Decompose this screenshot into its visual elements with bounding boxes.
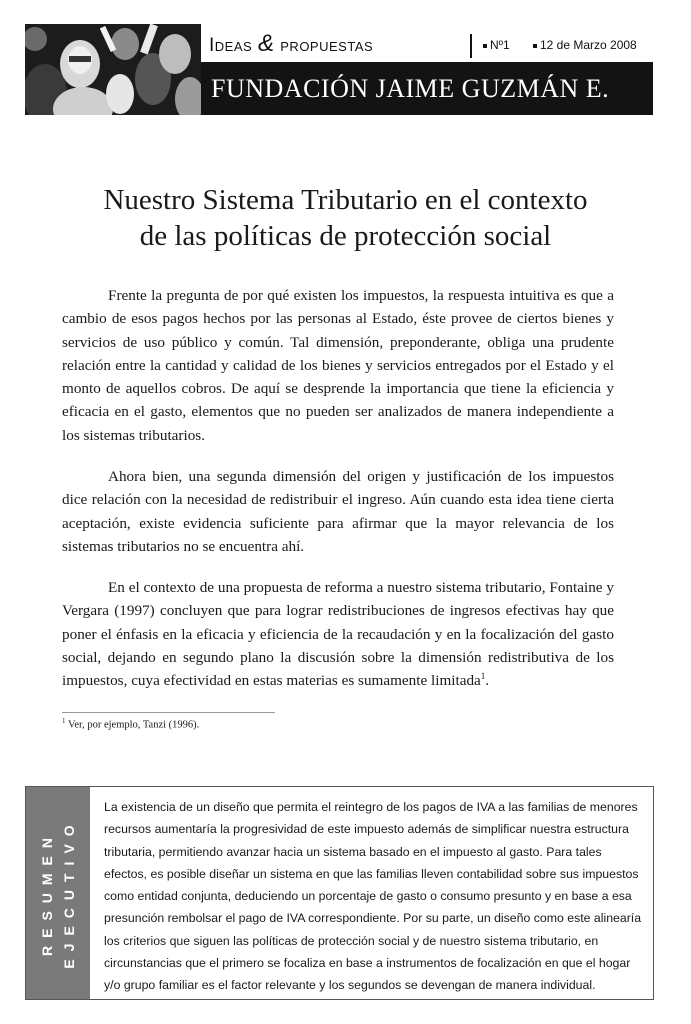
title-line-1: Nuestro Sistema Tributario en el contexto: [103, 184, 588, 216]
series-name-part1: Ideas: [209, 35, 253, 56]
executive-summary-label-panel: [26, 787, 90, 999]
footnote-divider: [62, 712, 275, 713]
header-photo: [25, 24, 201, 115]
organization-bar: [201, 62, 653, 115]
masthead: [25, 24, 653, 115]
issue-number: [483, 38, 510, 52]
body-paragraph-3: En el contexto de una propuesta de reforma a nuestro sistema tributario, Fontaine y Vergara (1997) concluyen que para lograr redistribuciones de ingresos efectivas hay que poner el énfasis en la eficacia y eficiencia de la recaudación y en la focalización del gasto social, dejando en segundo plano la discusión sobre la dimensión redistributiva de los impuestos, cuya efectividad en estas materias es sumamente limitada$^1$.: [62, 579, 614, 690]
crowd-photo-image: [25, 24, 201, 115]
footnote-text: Ver, por ejemplo, Tanzi (1996).: [67, 719, 200, 731]
body-paragraph-2: Ahora bien, una segunda dimensión del origen y justificación de los impuestos dice relación con la necesidad de redistribuir el ingreso. Aún cuando esta idea tiene cierta aceptación, existe evidencia suficiente para afirmar que la mayor relevancia de los sistemas tributarios no se encuentra ahí.: [62, 468, 614, 555]
body-paragraph-3-text: En el contexto de una propuesta de reforma a nuestro sistema tributario, Fontaine y Vergara (1997) concluyen que para lograr redistribuciones de ingresos efectivas hay que poner el énfasis en la eficacia y eficiencia de la recaudación y en la focalización del gasto social, dejando en segundo plano la discusión sobre la dimensión redistributiva de los impuestos, cuya efectividad en estas materias es sumamente limitada: [62, 579, 614, 690]
executive-summary-text: La existencia de un diseño que permita el reintegro de los pagos de IVA a las familias de menores recursos aumentaría la progresividad de este impuesto además de simplificar nuestra estructura tributaria, permitiendo avanzar hacia un sistema basado en el impuesto al gasto. Para tales efectos, es posible diseñar un sistema en que las familias lleven contabilidad sobre sus impuestos como entidad conjunta, deduciendo un porcentaje de gasto o consumo presunto y en base a esa presunción rembolsar el pago de IVA correspondiente. Por su parte, un diseño como este alinearía los criterios que siguen las políticas de protección social y de nuestro sistema tributario, en circunstancias que el primero se focaliza en base a instrumentos de focalización en que el hogar y/o grupo familiar es el factor relevante y los segundos se devengan de manera individual.: [104, 800, 642, 993]
footnote-reference: 1: [480, 671, 486, 682]
footnote-marker: 1: [62, 717, 66, 725]
date-label: 12 de Marzo 2008: [540, 38, 637, 52]
bullet-square-icon: [533, 44, 537, 48]
issue-date: [533, 38, 637, 52]
title-line-2: de las políticas de protección social: [139, 220, 552, 252]
divider-bar: [470, 34, 472, 58]
issue-label: Nº1: [490, 38, 510, 52]
series-name-part2: propuestas: [280, 35, 374, 56]
series-ampersand: &: [257, 30, 275, 57]
series-name: [209, 30, 373, 58]
summary-label-line-1: RESUMEN: [39, 829, 55, 957]
series-bar: [201, 24, 653, 62]
executive-summary-label: [36, 817, 80, 968]
footnote: [62, 717, 199, 731]
body-paragraph-1: Frente la pregunta de por qué existen los impuestos, la respuesta intuitiva es que a cambio de esos pagos hechos por las personas al Estado, éste provee de ciertos bienes y servicios de uso público y común. Tal dimensión, preponderante, obliga una prudente relación entre la cantidad y calidad de los bienes y servicios entregados por el Estado y el monto de aquellos cobros. De aquí se desprende la importancia que tiene la eficiencia y eficacia en el gasto, elementos que no pueden ser analizados de manera independiente a los sistemas tributarios.: [62, 287, 614, 444]
executive-summary-box: [25, 786, 654, 1000]
bullet-square-icon: [483, 44, 487, 48]
summary-label-line-2: EJECUTIVO: [61, 817, 77, 969]
organization-name: FUNDACIÓN JAIME GUZMÁN E.: [211, 74, 610, 103]
document-title: [40, 182, 651, 254]
